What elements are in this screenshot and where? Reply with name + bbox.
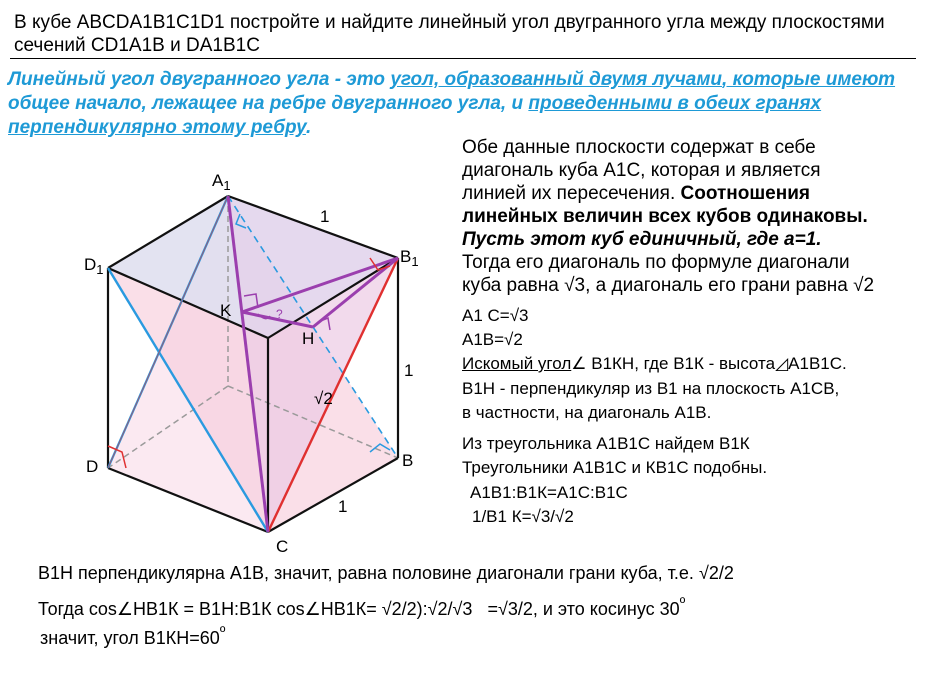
bottom-line-1	[38, 563, 734, 584]
explain-line-12: в частности, на диагональ А1В.	[462, 403, 712, 422]
explain-line-11: В1Н - перпендикуляр из В1 на плоскость А1СВ,	[462, 379, 840, 398]
explain-line-4: линейных величин всех кубов одинаковы.	[462, 206, 868, 227]
definition-underlined: проведенными в обеих гранях	[528, 93, 822, 114]
diag-label: √2	[314, 389, 333, 408]
bottom-root: √2/2	[698, 563, 734, 583]
definition-underlined: угол, образованный двумя лучами	[390, 69, 723, 90]
explain-text: А1В1С.	[788, 354, 847, 373]
explain-text: В1КН, где В1К - высота	[586, 354, 776, 373]
bottom-text: НВ1К = В1Н:В1К cos	[133, 599, 305, 619]
degree-icon: º	[219, 624, 226, 641]
angle-question-label: ?	[276, 307, 283, 321]
explain-root: √2	[853, 275, 875, 296]
label-d1: $D_1$	[84, 255, 104, 277]
edge-label-top: 1	[320, 207, 330, 226]
label-b1: $B_1$	[400, 247, 419, 269]
degree-icon: º	[679, 595, 686, 612]
explain-text: куба равна	[462, 275, 565, 296]
label-c: C	[276, 537, 289, 556]
explain-line-15: А1В1:В1К=А1С:В1С	[470, 483, 628, 502]
label-d: D	[86, 457, 99, 476]
bottom-line-3	[40, 624, 225, 649]
angle-icon: ∠	[116, 599, 134, 619]
bottom-text: В1Н перпендикулярна А1В, значит, равна половине диагонали грани куба, т.е.	[38, 563, 694, 583]
bottom-text: Тогда cos	[38, 599, 117, 619]
explain-line-16: 1/В1 К=√3/√2	[472, 507, 574, 526]
triangle-icon: ◿	[775, 354, 789, 373]
label-h: H	[302, 329, 315, 348]
explain-line-13: Из треугольника А1В1С найдем В1К	[462, 434, 750, 453]
explain-line-7	[462, 274, 874, 297]
explain-root: √3	[564, 275, 586, 296]
explain-line-10	[462, 352, 847, 375]
explain-line-8: А1 С=√3	[462, 306, 529, 325]
task-line-2: сечений CD1A1B и DA1B1C	[14, 35, 260, 56]
angle-icon: ∠	[571, 354, 587, 373]
bottom-text: НВ1К= √2/2):√2/√3	[320, 599, 473, 619]
definition-underlined: перпендикулярно этому ребру	[8, 117, 306, 138]
edge-label-right: 1	[404, 361, 414, 380]
explain-line-1: Обе данные плоскости содержат в себе	[462, 137, 816, 158]
explain-line-5: Пусть этот куб единичный, где а=1.	[462, 229, 822, 250]
explain-bold: Соотношения	[680, 183, 810, 204]
label-a1: $A_1$	[212, 171, 231, 193]
bottom-line-2	[38, 595, 685, 620]
definition-text: , которые имеют	[722, 69, 896, 90]
explain-line-2: диагональ куба А1С, которая и является	[462, 160, 821, 181]
explain-text: линией их пересечения.	[462, 183, 681, 204]
definition-text: .	[305, 117, 312, 138]
task-line-1: В кубе ABCDA1B1C1D1 постройте и найдите линейный угол двугранного угла между плоскостями	[14, 12, 885, 33]
explain-text: , а диагональ его грани равна	[585, 275, 854, 296]
explain-line-14: Треугольники А1В1С и КВ1С подобны.	[462, 458, 768, 477]
label-b: B	[402, 451, 414, 470]
explain-line-3	[462, 182, 810, 205]
edge-label-bottom: 1	[338, 497, 348, 516]
explain-line-9: А1В=√2	[462, 330, 523, 349]
bottom-text: значит, угол В1КН=60	[40, 628, 220, 648]
bottom-text: =√3/2, и это косинус	[487, 599, 655, 619]
explain-line-6: Тогда его диагональ по формуле диагонали	[462, 252, 850, 273]
definition-text: Линейный угол двугранного угла - это	[8, 69, 391, 90]
definition-text: общее начало, лежащее на ребре двугранного угла, и	[8, 93, 529, 114]
bottom-degree-value: 30	[659, 599, 680, 619]
label-k: K	[220, 301, 232, 320]
angle-icon: ∠	[304, 599, 321, 619]
explain-underlined: Искомый угол	[462, 354, 572, 373]
